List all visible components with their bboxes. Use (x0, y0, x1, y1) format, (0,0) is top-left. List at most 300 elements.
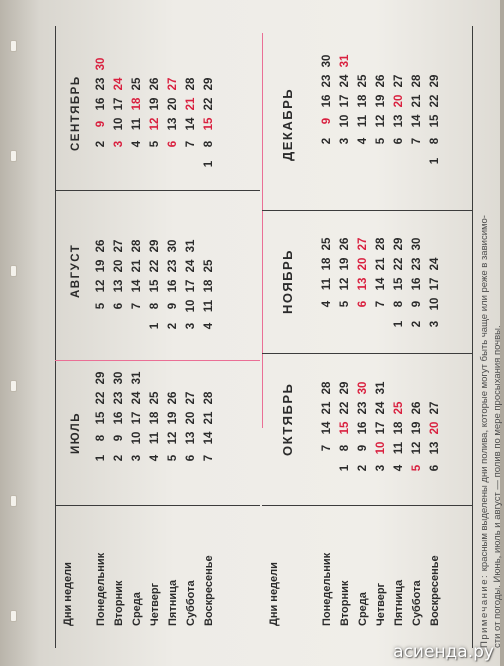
day-name: Среда (357, 592, 369, 626)
date-cell: 12 (167, 431, 179, 445)
date-cell (182, 468, 200, 488)
week-row (426, 378, 444, 478)
date-cell (164, 468, 182, 488)
week-row (372, 51, 390, 171)
day-name: Вторник (113, 580, 125, 626)
date-cell: 11 (393, 441, 405, 455)
date-cell: 14 (131, 279, 143, 293)
day-name: Четверг (149, 582, 161, 626)
day-name: Суббота (411, 580, 423, 626)
watermark: асиенда.ру (393, 642, 494, 662)
week-row (354, 234, 372, 334)
date-cell: 18 (357, 94, 369, 108)
month-title-november: НОЯБРЬ (280, 248, 295, 314)
days-header-top: Дни недели (62, 562, 74, 626)
date-cell: 10 (113, 117, 125, 131)
date-cell: 22 (95, 391, 107, 405)
date-cell: 8 (429, 137, 441, 145)
half-divider-rule (262, 33, 263, 428)
week-row (318, 234, 336, 334)
week-row (336, 378, 354, 478)
week-row (336, 234, 354, 334)
watering-day: 27 (357, 237, 369, 251)
watering-day: 3 (113, 140, 125, 148)
date-cell: 1 (393, 320, 405, 328)
watering-day: 10 (375, 441, 387, 455)
week-row (128, 54, 146, 174)
date-cell: 21 (375, 257, 387, 271)
date-cell (128, 316, 146, 336)
week-row (110, 236, 128, 336)
watering-day: 31 (339, 54, 351, 68)
date-cell: 29 (393, 237, 405, 251)
date-cell (92, 468, 110, 488)
date-cell: 13 (429, 441, 441, 455)
date-cell: 2 (167, 322, 179, 330)
date-cell (408, 378, 426, 398)
date-cell: 18 (203, 279, 215, 293)
week-row (146, 368, 164, 488)
date-cell: 28 (411, 74, 423, 88)
date-cell: 4 (149, 454, 161, 462)
table-top-rule (55, 26, 56, 648)
date-cell: 19 (167, 411, 179, 425)
date-cell: 4 (321, 300, 333, 308)
date-cell: 10 (339, 114, 351, 128)
date-cell (92, 316, 110, 336)
date-cell: 1 (95, 454, 107, 462)
date-cell: 9 (167, 302, 179, 310)
date-cell: 11 (149, 431, 161, 445)
date-cell: 24 (429, 257, 441, 271)
date-cell: 29 (339, 381, 351, 395)
date-cell (200, 54, 218, 74)
date-cell (318, 151, 336, 171)
date-cell: 19 (95, 259, 107, 273)
date-cell: 19 (375, 94, 387, 108)
date-cell: 27 (113, 239, 125, 253)
date-cell: 16 (321, 94, 333, 108)
date-cell: 1 (203, 160, 215, 168)
august-september-divider (55, 190, 260, 191)
date-cell: 17 (339, 94, 351, 108)
date-cell: 23 (95, 77, 107, 91)
date-cell (372, 151, 390, 171)
week-row (318, 51, 336, 171)
date-cell: 14 (203, 431, 215, 445)
days-column-rule-bottom (262, 505, 472, 506)
date-cell: 2 (95, 140, 107, 148)
date-cell (200, 368, 218, 388)
date-cell: 9 (113, 434, 125, 442)
week-row (164, 54, 182, 174)
week-row (182, 54, 200, 174)
date-cell: 10 (185, 299, 197, 313)
date-cell (110, 154, 128, 174)
date-cell: 26 (339, 237, 351, 251)
date-cell: 7 (411, 137, 423, 145)
date-cell (390, 51, 408, 71)
week-row (146, 236, 164, 336)
date-cell: 24 (131, 391, 143, 405)
month-title-october: ОКТЯБРЬ (280, 382, 295, 456)
date-cell (426, 234, 444, 254)
date-cell: 5 (167, 454, 179, 462)
date-cell (408, 151, 426, 171)
watering-day: 12 (149, 117, 161, 131)
date-cell: 21 (321, 401, 333, 415)
week-row (110, 54, 128, 174)
october-november-divider (262, 353, 472, 354)
date-cell (146, 54, 164, 74)
week-row (390, 378, 408, 478)
date-cell: 8 (393, 300, 405, 308)
date-cell (164, 54, 182, 74)
date-cell: 12 (375, 114, 387, 128)
date-cell: 25 (321, 237, 333, 251)
watering-day: 15 (203, 117, 215, 131)
date-cell: 24 (185, 259, 197, 273)
day-name: Пятница (393, 579, 405, 626)
july-august-divider (55, 360, 260, 361)
date-cell (390, 151, 408, 171)
date-cell: 30 (113, 371, 125, 385)
date-cell: 28 (203, 391, 215, 405)
date-cell: 22 (393, 257, 405, 271)
date-cell: 29 (149, 239, 161, 253)
date-cell: 16 (167, 279, 179, 293)
date-cell: 23 (113, 391, 125, 405)
watering-day: 9 (321, 117, 333, 125)
date-cell: 29 (95, 371, 107, 385)
day-name: Суббота (185, 580, 197, 626)
date-cell (426, 378, 444, 398)
week-row (164, 368, 182, 488)
date-cell: 24 (339, 74, 351, 88)
date-cell: 2 (321, 137, 333, 145)
date-cell: 4 (393, 464, 405, 472)
watering-day: 20 (357, 257, 369, 271)
date-cell: 6 (429, 464, 441, 472)
date-cell: 25 (149, 391, 161, 405)
date-cell: 15 (149, 279, 161, 293)
date-cell: 30 (321, 54, 333, 68)
date-cell (92, 154, 110, 174)
date-cell: 13 (185, 431, 197, 445)
date-cell: 9 (411, 300, 423, 308)
date-cell (408, 51, 426, 71)
month-grid-november (318, 234, 444, 334)
date-cell: 3 (375, 464, 387, 472)
date-cell: 26 (167, 391, 179, 405)
week-row (372, 234, 390, 334)
date-cell: 19 (339, 257, 351, 271)
date-cell: 27 (393, 74, 405, 88)
month-title-december: ДЕКАБРЬ (280, 87, 295, 161)
date-cell (426, 51, 444, 71)
date-cell: 21 (411, 94, 423, 108)
week-row (92, 368, 110, 488)
week-row (128, 368, 146, 488)
date-cell: 4 (131, 140, 143, 148)
date-cell (110, 316, 128, 336)
date-cell: 31 (131, 371, 143, 385)
week-row (128, 236, 146, 336)
date-cell: 26 (149, 77, 161, 91)
date-cell: 6 (113, 302, 125, 310)
footnote-line-1 (478, 215, 491, 648)
date-cell: 11 (203, 299, 215, 313)
date-cell: 1 (339, 464, 351, 472)
date-cell: 7 (203, 454, 215, 462)
november-december-divider (262, 210, 472, 211)
day-name: Четверг (375, 582, 387, 626)
date-cell: 28 (185, 77, 197, 91)
watering-day: 15 (339, 421, 351, 435)
date-cell: 30 (411, 237, 423, 251)
footnote-text-1: красным выделены дни полива, которые могут быть чаще или реже в зависимо- (479, 215, 490, 572)
date-cell: 27 (185, 391, 197, 405)
date-cell: 8 (95, 434, 107, 442)
watering-day: 20 (429, 421, 441, 435)
watering-day: 24 (113, 77, 125, 91)
week-row (92, 54, 110, 174)
date-cell (354, 51, 372, 71)
date-cell: 2 (411, 320, 423, 328)
date-cell (164, 154, 182, 174)
date-cell: 31 (185, 239, 197, 253)
date-cell (372, 51, 390, 71)
date-cell: 17 (131, 411, 143, 425)
date-cell: 4 (357, 137, 369, 145)
date-cell: 16 (411, 277, 423, 291)
date-cell: 26 (375, 74, 387, 88)
date-cell (146, 154, 164, 174)
date-cell (200, 468, 218, 488)
watering-day: 25 (393, 401, 405, 415)
date-cell: 12 (95, 279, 107, 293)
date-cell: 16 (113, 411, 125, 425)
date-cell (318, 458, 336, 478)
date-cell: 13 (113, 279, 125, 293)
date-cell: 12 (339, 277, 351, 291)
date-cell (128, 468, 146, 488)
date-cell: 17 (429, 277, 441, 291)
date-cell: 26 (411, 401, 423, 415)
date-cell: 5 (339, 300, 351, 308)
day-names-top (92, 553, 218, 626)
watering-day: 21 (185, 97, 197, 111)
date-cell: 13 (393, 114, 405, 128)
week-row (110, 368, 128, 488)
date-cell: 25 (131, 77, 143, 91)
date-cell: 2 (113, 454, 125, 462)
month-title-july: ИЮЛЬ (70, 411, 82, 454)
date-cell: 6 (393, 137, 405, 145)
date-cell: 17 (185, 279, 197, 293)
table-bottom-rule (472, 26, 473, 648)
date-cell: 14 (411, 114, 423, 128)
date-cell: 27 (429, 401, 441, 415)
footnote (478, 215, 504, 648)
date-cell: 23 (411, 257, 423, 271)
date-cell: 20 (113, 259, 125, 273)
day-name: Воскресенье (429, 555, 441, 626)
date-cell: 24 (375, 401, 387, 415)
date-cell: 26 (95, 239, 107, 253)
week-row (408, 378, 426, 478)
week-row (426, 234, 444, 334)
date-cell: 23 (167, 259, 179, 273)
date-cell (164, 368, 182, 388)
date-cell: 15 (393, 277, 405, 291)
date-cell: 7 (375, 300, 387, 308)
date-cell (318, 314, 336, 334)
date-cell: 1 (149, 322, 161, 330)
week-row (318, 378, 336, 478)
date-cell: 22 (203, 97, 215, 111)
day-name: Воскресенье (203, 555, 215, 626)
date-cell: 9 (357, 444, 369, 452)
date-cell: 30 (167, 239, 179, 253)
date-cell: 17 (113, 97, 125, 111)
date-cell: 29 (203, 77, 215, 91)
date-cell: 23 (321, 74, 333, 88)
date-cell: 4 (203, 322, 215, 330)
date-cell (110, 468, 128, 488)
week-row (182, 368, 200, 488)
week-row (408, 234, 426, 334)
date-cell: 22 (339, 401, 351, 415)
week-row (426, 51, 444, 171)
date-cell: 6 (185, 454, 197, 462)
footnote-label: Примечание: (479, 573, 490, 648)
date-cell: 7 (131, 302, 143, 310)
date-cell: 5 (375, 137, 387, 145)
month-grid-december (318, 51, 444, 171)
date-cell: 20 (185, 411, 197, 425)
date-cell: 22 (429, 94, 441, 108)
date-cell: 19 (149, 97, 161, 111)
date-cell: 21 (203, 411, 215, 425)
date-cell: 28 (321, 381, 333, 395)
month-grid-august (92, 236, 218, 336)
date-cell: 1 (429, 157, 441, 165)
date-cell: 7 (321, 444, 333, 452)
date-cell (146, 468, 164, 488)
date-cell: 7 (185, 140, 197, 148)
date-cell: 28 (375, 237, 387, 251)
date-cell (354, 151, 372, 171)
watering-day: 20 (393, 94, 405, 108)
date-cell: 25 (357, 74, 369, 88)
days-header-bottom: Дни недели (268, 562, 280, 626)
date-cell (372, 314, 390, 334)
footnote-line-2: сти от погоды. Июнь, июль и август — полив по мере просыхания почвы. (492, 325, 503, 648)
date-cell: 13 (167, 117, 179, 131)
watering-day: 9 (95, 120, 107, 128)
month-grid-july (92, 368, 218, 488)
date-cell: 2 (357, 464, 369, 472)
week-row (164, 236, 182, 336)
date-cell: 29 (429, 74, 441, 88)
date-cell: 16 (95, 97, 107, 111)
week-row (390, 234, 408, 334)
date-cell (128, 154, 146, 174)
date-cell (336, 314, 354, 334)
date-cell: 17 (375, 421, 387, 435)
week-row (200, 236, 218, 336)
date-cell: 8 (339, 444, 351, 452)
month-title-september: СЕНТЯБРЬ (70, 75, 82, 151)
date-cell: 31 (375, 381, 387, 395)
watering-day: 13 (357, 277, 369, 291)
date-cell: 23 (357, 401, 369, 415)
date-cell (128, 54, 146, 74)
date-cell: 18 (321, 257, 333, 271)
watering-day: 30 (357, 381, 369, 395)
date-cell: 11 (321, 277, 333, 291)
date-cell: 10 (131, 431, 143, 445)
date-cell (182, 54, 200, 74)
day-names-bottom (318, 553, 444, 626)
date-cell: 5 (149, 140, 161, 148)
watering-day: 5 (411, 464, 423, 472)
date-cell: 12 (411, 441, 423, 455)
watering-day: 27 (167, 77, 179, 91)
date-cell: 19 (411, 421, 423, 435)
day-name: Понедельник (95, 552, 107, 626)
date-cell: 11 (357, 114, 369, 128)
date-cell: 3 (185, 322, 197, 330)
week-row (336, 51, 354, 171)
date-cell: 18 (393, 421, 405, 435)
date-cell: 5 (95, 302, 107, 310)
date-cell (146, 368, 164, 388)
month-grid-september (92, 54, 218, 174)
date-cell: 3 (429, 320, 441, 328)
date-cell: 10 (429, 297, 441, 311)
date-cell: 25 (203, 259, 215, 273)
watering-day: 30 (95, 57, 107, 71)
week-row (408, 51, 426, 171)
date-cell: 21 (131, 259, 143, 273)
month-grid-october (318, 378, 444, 478)
date-cell: 14 (375, 277, 387, 291)
date-cell: 3 (339, 137, 351, 145)
week-row (200, 368, 218, 488)
date-cell (390, 378, 408, 398)
date-cell (110, 54, 128, 74)
date-cell (336, 151, 354, 171)
day-name: Пятница (167, 579, 179, 626)
date-cell: 3 (131, 454, 143, 462)
week-row (354, 378, 372, 478)
date-cell: 20 (167, 97, 179, 111)
week-row (92, 236, 110, 336)
week-row (146, 54, 164, 174)
day-name: Вторник (339, 580, 351, 626)
date-cell: 14 (321, 421, 333, 435)
date-cell: 16 (357, 421, 369, 435)
date-cell: 28 (131, 239, 143, 253)
month-title-august: АВГУСТ (70, 243, 82, 298)
watering-day: 6 (167, 140, 179, 148)
date-cell: 11 (131, 117, 143, 131)
week-row (182, 236, 200, 336)
date-cell (354, 314, 372, 334)
day-name: Среда (131, 592, 143, 626)
